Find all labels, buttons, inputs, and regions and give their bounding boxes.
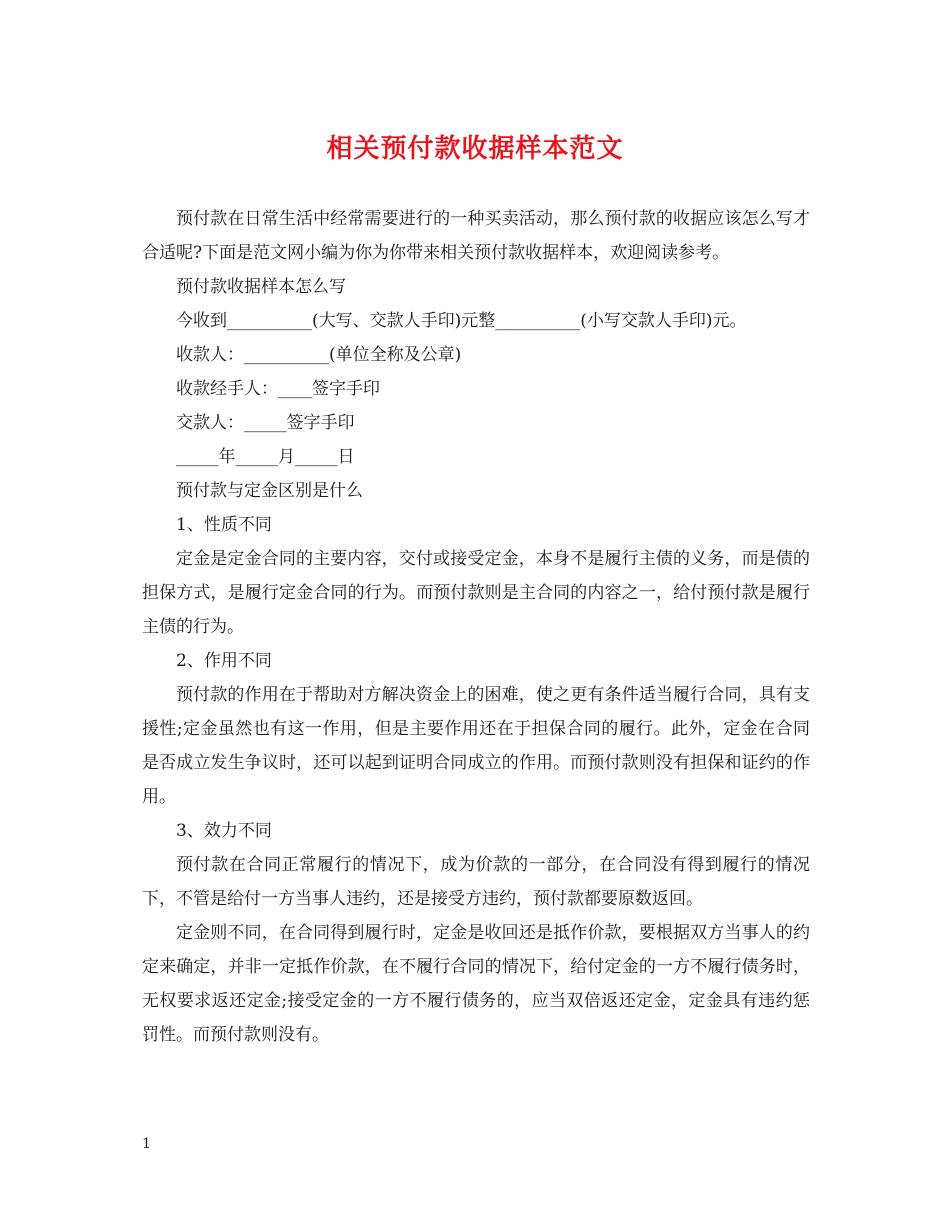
- section-heading-receipt: 预付款收据样本怎么写: [176, 277, 346, 297]
- receipt-amount-line: 今收到__________(大写、交款人手印)元整__________(小写交款人手印)元。: [176, 311, 747, 331]
- receipt-payer-line: 交款人：_____签字手印: [176, 413, 355, 433]
- intro-paragraph: 预付款在日常生活中经常需要进行的一种买卖活动，那么预付款的收据应该怎么写才合适呢?下面是范文网小编为你为你带来相关预付款收据样本，欢迎阅读参考。: [142, 209, 810, 263]
- section-heading-difference: 预付款与定金区别是什么: [176, 481, 363, 501]
- point3-heading: 3、效力不同: [176, 821, 272, 841]
- point2-paragraph: 预付款的作用在于帮助对方解决资金上的困难，使之更有条件适当履行合同，具有支援性;定金虽然也有这一作用，但是主要作用还在于担保合同的履行。此外，定金在合同是否成立发生争议时，还可以起到证明合同成立的作用。而预付款则没有担保和证约的作用。: [142, 685, 810, 807]
- page-title: 相关预付款收据样本范文: [326, 134, 624, 164]
- receipt-handler-line: 收款经手人：____签字手印: [176, 379, 380, 399]
- point3-paragraph-1: 预付款在合同正常履行的情况下，成为价款的一部分，在合同没有得到履行的情况下，不管是给付一方当事人违约，还是接受方违约，预付款都要原数返回。: [142, 855, 810, 909]
- receipt-payee-line: 收款人：__________(单位全称及公章): [176, 345, 462, 365]
- page-number: 1: [142, 1136, 151, 1152]
- point2-heading: 2、作用不同: [176, 651, 272, 671]
- point1-paragraph: 定金是定金合同的主要内容，交付或接受定金，本身不是履行主债的义务，而是债的担保方式，是履行定金合同的行为。而预付款则是主合同的内容之一，给付预付款是履行主债的行为。: [142, 549, 810, 637]
- point1-heading: 1、性质不同: [176, 515, 272, 535]
- document-body: [142, 202, 810, 1052]
- receipt-date-line: _____年_____月_____日: [176, 447, 355, 467]
- point3-paragraph-2: 定金则不同，在合同得到履行时，定金是收回还是抵作价款，要根据双方当事人的约定来确定，并非一定抵作价款，在不履行合同的情况下，给付定金的一方不履行债务时，无权要求返还定金;接受定金的一方不履行债务的，应当双倍返还定金，定金具有违约惩罚性。而预付款则没有。: [142, 923, 810, 1045]
